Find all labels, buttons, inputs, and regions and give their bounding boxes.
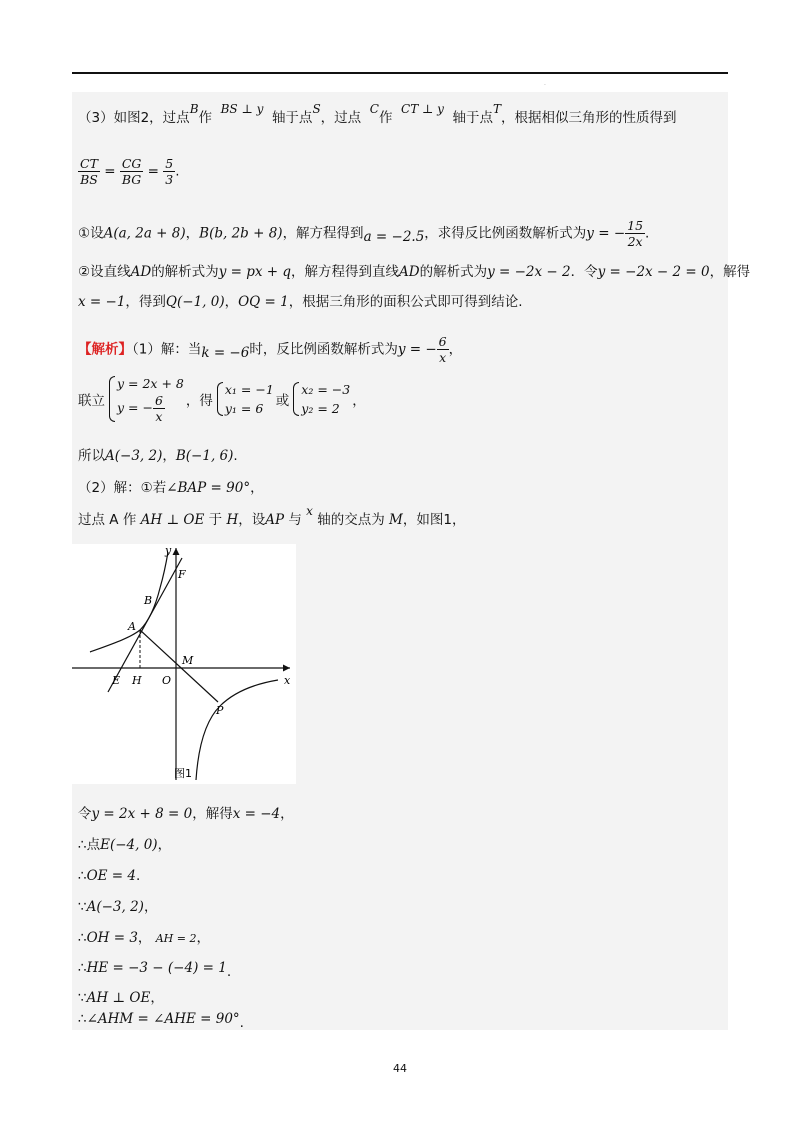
- text: ，: [185, 225, 200, 242]
- text: .: [233, 448, 238, 464]
- text-line-11: [78, 804, 294, 824]
- math-point-b: B(−1, 6): [175, 448, 234, 464]
- math-point-c: C: [369, 102, 379, 116]
- figure-caption: 图1: [174, 767, 192, 780]
- denominator: BS: [80, 172, 98, 187]
- text: ，解得: [709, 264, 751, 280]
- text-line-2: [78, 156, 180, 187]
- graph-svg: [72, 544, 296, 784]
- label-h: H: [132, 674, 142, 687]
- label-y: y: [165, 544, 172, 557]
- math: y = −: [397, 341, 437, 358]
- text: 轴于点: [452, 110, 494, 126]
- text: ∵: [78, 899, 87, 915]
- text: ，解方程得到直线: [291, 264, 399, 280]
- fraction-15-2x: [625, 218, 645, 249]
- text: .: [226, 964, 232, 980]
- header-dot: .: [544, 80, 546, 87]
- text: 过点 A 作: [78, 512, 137, 528]
- text: ，根据相似三角形的性质得到: [501, 110, 677, 126]
- text-line-9: [78, 478, 264, 498]
- math-ah-perp: AH ⊥ OE: [86, 990, 151, 1006]
- text: ∴: [78, 868, 87, 884]
- math-point-q: Q(−1, 0): [165, 294, 225, 310]
- text-line-3: [78, 218, 649, 249]
- text-line-13: [78, 866, 140, 886]
- system-row: y = 2x + 8: [117, 376, 184, 391]
- text: ，过点: [320, 110, 362, 126]
- label-b: B: [144, 594, 153, 607]
- text-line-7: [78, 374, 366, 424]
- text-line-1: [78, 102, 677, 128]
- math-angles: ∠AHM = ∠AHE = 90°: [86, 1011, 240, 1027]
- header-rule: [72, 72, 728, 74]
- figure-1: [72, 544, 296, 784]
- text: ，: [224, 294, 239, 310]
- fraction-cg-bg: [120, 156, 144, 187]
- math-he: HE = −3 − (−4) = 1: [86, 960, 227, 976]
- system-row: x₁ = −1: [224, 382, 274, 397]
- line-ef: [108, 558, 182, 692]
- numerator: 6: [154, 393, 163, 408]
- math-ap: AP: [265, 512, 285, 528]
- text: ，: [157, 837, 172, 853]
- math-ah-perp: AH ⊥ OE: [140, 512, 205, 528]
- fraction-6-x: [153, 393, 165, 424]
- math-ad: AD: [130, 264, 152, 280]
- solution-system-2: [291, 380, 350, 418]
- text: ，设: [238, 512, 266, 528]
- text: 轴的交点为: [317, 512, 385, 528]
- text-line-16: [78, 958, 231, 978]
- text: ，解方程得到: [282, 225, 364, 242]
- text: ，: [150, 990, 164, 1006]
- math-point-m: M: [389, 512, 403, 528]
- text: ，: [448, 341, 463, 358]
- text: ∴: [78, 960, 87, 976]
- text: ∵: [78, 990, 87, 1006]
- text: 或: [275, 393, 290, 409]
- text: ．令: [570, 264, 598, 280]
- system-row: [117, 393, 184, 424]
- text: ，如图1，: [402, 512, 466, 528]
- math-a-value: a = −2.5: [363, 228, 425, 245]
- math-point-b: B(b, 2b + 8): [199, 225, 283, 242]
- text: ，根据三角形的面积公式即可得到结论.: [288, 294, 523, 310]
- math-x-value: x = −4: [232, 806, 281, 822]
- math-oq: OQ = 1: [238, 294, 289, 310]
- equals: =: [147, 163, 159, 180]
- text: ，: [143, 899, 158, 915]
- page-number: 44: [393, 1062, 407, 1075]
- math-point-t: T: [493, 102, 502, 116]
- text-line-10: [78, 504, 466, 530]
- numerator: 5: [165, 156, 174, 171]
- math: y = −: [586, 225, 626, 242]
- text: ，解得: [192, 806, 233, 822]
- text-line-4: [78, 262, 750, 282]
- math: y = −: [117, 400, 153, 415]
- math-ad: AD: [399, 264, 420, 280]
- text-line-18: [78, 1009, 244, 1029]
- denominator: x: [155, 409, 163, 424]
- text-line-17: [78, 988, 164, 1008]
- fraction-6-x: [437, 334, 449, 365]
- text: ，: [196, 930, 210, 946]
- text: .: [136, 868, 141, 884]
- text-line-15: [78, 928, 210, 949]
- math-ct-perp: CT ⊥ y: [401, 102, 444, 116]
- text: 所以: [78, 448, 105, 464]
- solution-system-1: [215, 380, 274, 418]
- math-ah: AH = 2: [155, 932, 197, 945]
- text: 轴于点: [271, 110, 313, 126]
- math-point-h: H: [226, 512, 239, 528]
- text-line-8: [78, 446, 238, 466]
- text-line-6: [78, 334, 462, 365]
- text: .: [645, 225, 650, 242]
- denominator: BG: [121, 172, 142, 187]
- text: 作: [198, 110, 213, 126]
- math-eq: y = 2x + 8 = 0: [91, 806, 193, 822]
- math-point-a: A(−3, 2): [86, 899, 144, 915]
- text: 的解析式为: [419, 264, 488, 280]
- denominator: 3: [165, 172, 174, 187]
- label-m: M: [182, 654, 194, 667]
- text: ∴: [78, 930, 87, 946]
- label-a: A: [128, 620, 136, 633]
- math-oe: OE = 4: [86, 868, 136, 884]
- text: 作: [378, 110, 393, 126]
- text: （1）解：当: [132, 341, 202, 358]
- text-line-14: [78, 897, 157, 917]
- numerator: 15: [627, 218, 644, 233]
- text-line-12: [78, 835, 171, 855]
- label-e: E: [112, 674, 121, 687]
- system-row: x₂ = −3: [301, 382, 351, 397]
- equation-system: [107, 374, 184, 424]
- text: ，求得反比例函数解析式为: [424, 225, 587, 242]
- math-x: x: [306, 504, 313, 518]
- system-row: y₂ = 2: [301, 401, 340, 416]
- text: 的解析式为: [151, 264, 219, 280]
- text: （2）解：①若: [78, 480, 167, 496]
- math-x-value: x = −1: [78, 294, 126, 310]
- system-row: y₁ = 6: [224, 401, 264, 416]
- equals: =: [104, 163, 116, 180]
- numerator: CT: [80, 156, 98, 171]
- text: 与: [288, 512, 302, 528]
- text: ，: [250, 480, 264, 496]
- denominator: x: [439, 350, 447, 365]
- math-point-s: S: [312, 102, 321, 116]
- label-o: O: [162, 674, 172, 687]
- math-point-a: A(a, 2a + 8): [103, 225, 186, 242]
- text-line-5: [78, 292, 523, 312]
- text: ，: [137, 930, 152, 946]
- analysis-tag: 【解析】: [78, 341, 132, 358]
- text: （3）如图2，过点: [78, 110, 190, 126]
- hyperbola-right-branch: [196, 680, 278, 780]
- math-line-ad: y = −2x − 2: [487, 264, 571, 280]
- denominator: 2x: [627, 234, 643, 249]
- text: ，得: [185, 393, 213, 409]
- math-point-e: E(−4, 0): [100, 837, 158, 853]
- text: 时，反比例函数解析式为: [249, 341, 398, 358]
- math-point-a: A(−3, 2): [105, 448, 163, 464]
- label-f: F: [178, 568, 186, 581]
- text: 令: [78, 806, 92, 822]
- text: ，: [280, 806, 294, 822]
- fraction-ct-bs: [78, 156, 100, 187]
- math-k-value: k = −6: [201, 344, 250, 361]
- text: ，: [352, 393, 366, 409]
- fraction-5-3: [163, 156, 175, 187]
- solution-content: [72, 92, 751, 1031]
- math-point-b: B: [189, 102, 199, 116]
- text: ②设直线: [78, 264, 131, 280]
- math-bs-perp: BS ⊥ y: [220, 102, 264, 116]
- math-line-eq: y = px + q: [218, 264, 291, 280]
- math-zero-eq: y = −2x − 2 = 0: [597, 264, 710, 280]
- text: .: [239, 1015, 244, 1031]
- text: 联立: [78, 393, 105, 409]
- math-oh: OH = 3: [86, 930, 138, 946]
- text: 于: [208, 512, 223, 528]
- numerator: 6: [438, 334, 447, 349]
- text: ∴: [78, 1011, 87, 1027]
- text: ①设: [78, 225, 104, 242]
- math-angle: ∠BAP = 90°: [166, 480, 251, 496]
- text: ∴点: [78, 837, 101, 853]
- label-p: P: [216, 704, 224, 717]
- text: .: [175, 163, 180, 180]
- segment-ap: [140, 630, 218, 702]
- text: ，得到: [125, 294, 166, 310]
- numerator: CG: [121, 156, 142, 171]
- hyperbola-left-branch: [90, 552, 168, 652]
- text: ，: [162, 448, 176, 464]
- label-x: x: [284, 674, 291, 687]
